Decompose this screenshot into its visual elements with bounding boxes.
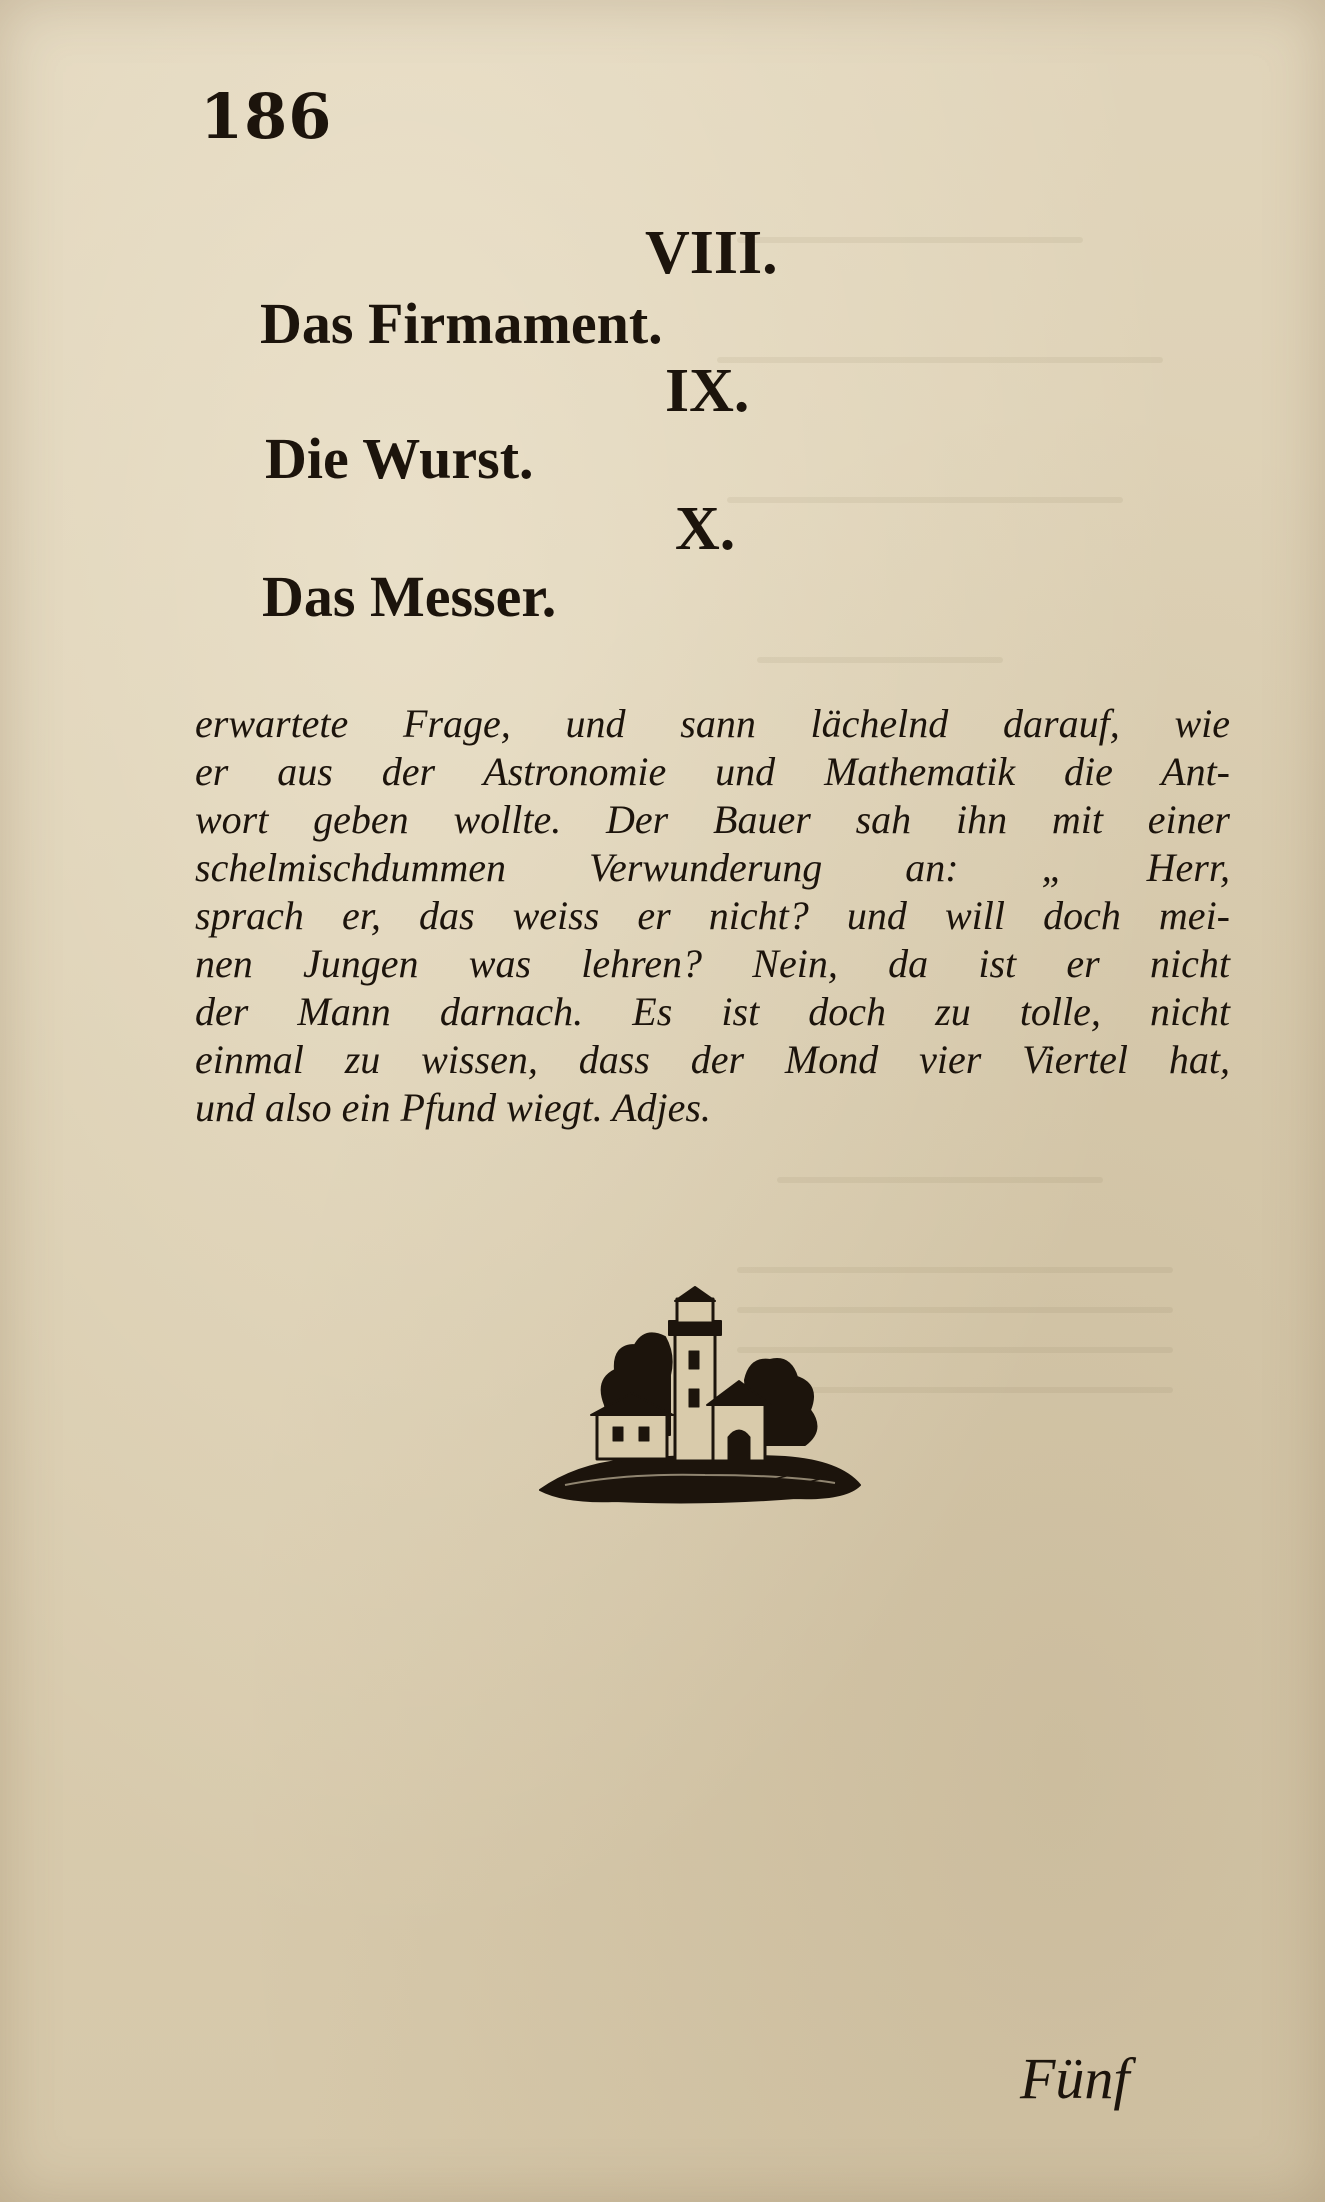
section-title-firmament: Das Firmament. [260, 291, 663, 356]
body-line: einmal zu wissen, dass der Mond vier Viertel hat, [195, 1037, 1230, 1082]
castle-woodcut-icon [535, 1285, 865, 1515]
body-line: nen Jungen was lehren? Nein, da ist er nicht [195, 941, 1230, 986]
body-line: schelmischdummen Verwunderung an: „ Herr, [195, 845, 1230, 890]
body-line: und also ein Pfund wiegt. Adjes. [195, 1085, 711, 1130]
section-numeral-ix: IX. [665, 357, 750, 425]
body-line: wort geben wollte. Der Bauer sah ihn mit einer [195, 797, 1230, 842]
body-line: sprach er, das weiss er nicht? und will doch mei- [195, 893, 1230, 938]
body-line: erwartete Frage, und sann lächelnd darauf, wie [195, 701, 1230, 746]
catchword: Fünf [1020, 2046, 1130, 2111]
body-line: der Mann darnach. Es ist doch zu tolle, nicht [195, 989, 1230, 1034]
section-numeral-x: X. [675, 495, 736, 563]
body-paragraph [195, 700, 1230, 1132]
section-numeral-viii: VIII. [645, 219, 778, 287]
body-line: er aus der Astronomie und Mathematik die Ant- [195, 749, 1230, 794]
page-number: 186 [200, 80, 333, 153]
section-title-wurst: Die Wurst. [265, 426, 534, 491]
section-title-messer: Das Messer. [262, 564, 557, 629]
